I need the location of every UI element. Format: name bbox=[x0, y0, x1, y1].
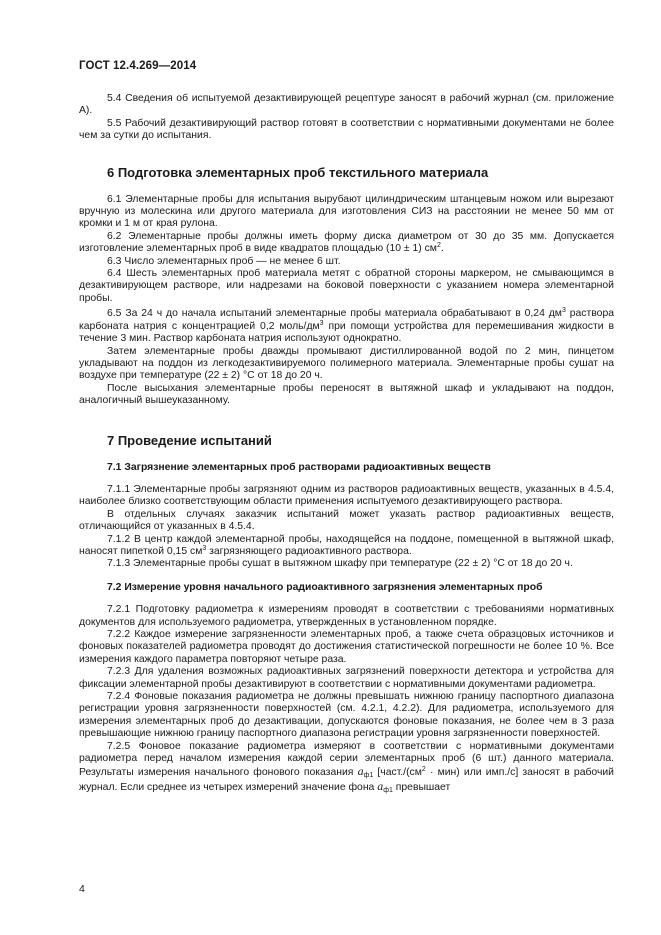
paragraph-6-1: 6.1 Элементарные пробы для испытания вырубают цилиндрическим штанцевым ножом или вырезают вручную из молескина или другого материала для изготовления СИЗ на расстоянии не менее 50 мм от кромки и 1 м от края рулона. bbox=[79, 193, 614, 230]
paragraph-5-4: 5.4 Сведения об испытуемой дезактивирующей рецептуре заносят в рабочий журнал (см. приложение А). bbox=[79, 93, 614, 117]
paragraph-7-1-1: 7.1.1 Элементарные пробы загрязняют одним из растворов радиоактивных веществ, указанных в 4.5.4, наиболее близко соответствующим области применения испытуемого дезактивирующего раствора. bbox=[79, 483, 614, 508]
paragraph-7-2-2: 7.2.2 Каждое измерение загрязненности элементарных проб, а также счета образцовых источников и фоновых показателей радиометра проводят до достижения статистической погрешности не более 10 %. Все измерения каждого параметра повторяют четыре раза. bbox=[79, 629, 614, 665]
paragraph-7-1-2: 7.1.2 В центр каждой элементарной пробы, находящейся на поддоне, помещенной в вытяжной шкаф, наносят пипеткой 0,15 $см^3$ загрязняющего радиоактивного раствора. bbox=[79, 533, 614, 557]
subsection-7-1-title: 7.1 Загрязнение элементарных проб растворами радиоактивных веществ bbox=[107, 461, 491, 473]
paragraph-7-1-1b: В отдельных случаях заказчик испытаний может указать раствор радиоактивных веществ, отличающийся от указанных в 4.5.4. bbox=[79, 508, 614, 533]
section-7-title: 7 Проведение испытаний bbox=[107, 432, 272, 448]
document-body bbox=[79, 93, 614, 794]
paragraph-7-1-3: 7.1.3 Элементарные пробы сушат в вытяжном шкафу при температуре (22 ± 2) °С от 18 до 20 ч. bbox=[107, 558, 573, 570]
section-6-title: 6 Подготовка элементарных проб текстильного материала bbox=[107, 164, 489, 180]
paragraph-6-5: 6.5 За 24 ч до начала испытаний элементарные пробы материала обрабатывают в 0,24 $дм^3$ раствора карбоната натрия с концентрацией 0,2 моль/$дм^3$ при помощи устройства для перемешивания жидкости в течение 3 мин. Раствор карбоната натрия используют однократно. bbox=[79, 307, 614, 345]
subsection-7-2-title: 7.2 Измерение уровня начального радиоактивного загрязнения элементарных проб bbox=[107, 581, 543, 593]
paragraph-5-5: 5.5 Рабочий дезактивирующий раствор готовят в соответствии с нормативными документами не более чем за сутки до испытания. bbox=[79, 117, 614, 142]
paragraph-after-drying: После высыхания элементарные пробы переносят в вытяжной шкаф и укладывают на поддон, аналогичный вышеуказанному. bbox=[79, 382, 614, 407]
paragraph-6-4: 6.4 Шесть элементарных проб материала метят с обратной стороны маркером, не смывающимся в дезактивирующем растворе, или надрезами на боковой поверхности с указанием номера элементарной пробы. bbox=[79, 268, 614, 304]
paragraph-6-3: 6.3 Число элементарных проб — не менее 6 шт. bbox=[107, 255, 341, 267]
paragraph-7-2-3: 7.2.3 Для удаления возможных радиоактивных загрязнений поверхности детектора и устройства для фиксации элементарной пробы дезактивируют в соответствии с нормативными документами радиометра. bbox=[79, 666, 614, 690]
paragraph-7-2-4: 7.2.4 Фоновые показания радиометра не должны превышать нижнюю границу паспортного диапазона регистрации уровня загрязненности поверхностей (см. 4.2.1, 4.2.2). Для радиометра, используемого для измерения элементарных проб до дезактивации, допускаются фоновые показания, не более чем в 3 раза превышающие нижнюю границу паспортного диапазона регистрации уровня загрязненности поверхностей. bbox=[79, 691, 614, 740]
paragraph-7-2-5: 7.2.5 Фоновое показание радиометра измеряют в соответствии с нормативными документами радиометра перед началом измерения каждой серии элементарных проб (6 шт.) данного материала. Результаты измерения начального фонового показания $a_{ф1}$ [$част./(см^2 \cdot мин)$ или имп./с] заносят в рабочий журнал. Если среднее из четырех измерений значение фона $a_{ф1}$ превышает bbox=[79, 740, 614, 794]
paragraph-wash: Затем элементарные пробы дважды промывают дистиллированной водой по 2 мин, пинцетом укладывают на поддон из легкодезактивируемого полимерного материала. Элементарные пробы сушат на воздухе при температуре (22 ± 2) °С от 18 до 20 ч. bbox=[79, 345, 614, 382]
page-number: 4 bbox=[79, 883, 85, 895]
standard-header: ГОСТ 12.4.269—2014 bbox=[79, 60, 197, 72]
paragraph-6-2: 6.2 Элементарные пробы должны иметь форму диска диаметром от 30 до 35 мм. Допускается изготовление элементарных проб в виде квадратов площадью (10 ± 1) $см^2$. bbox=[79, 230, 614, 255]
paragraph-7-2-1: 7.2.1 Подготовку радиометра к измерениям проводят в соответствии с требованиями нормативных документов для используемого радиометра, утвержденных в установленном порядке. bbox=[79, 604, 614, 628]
